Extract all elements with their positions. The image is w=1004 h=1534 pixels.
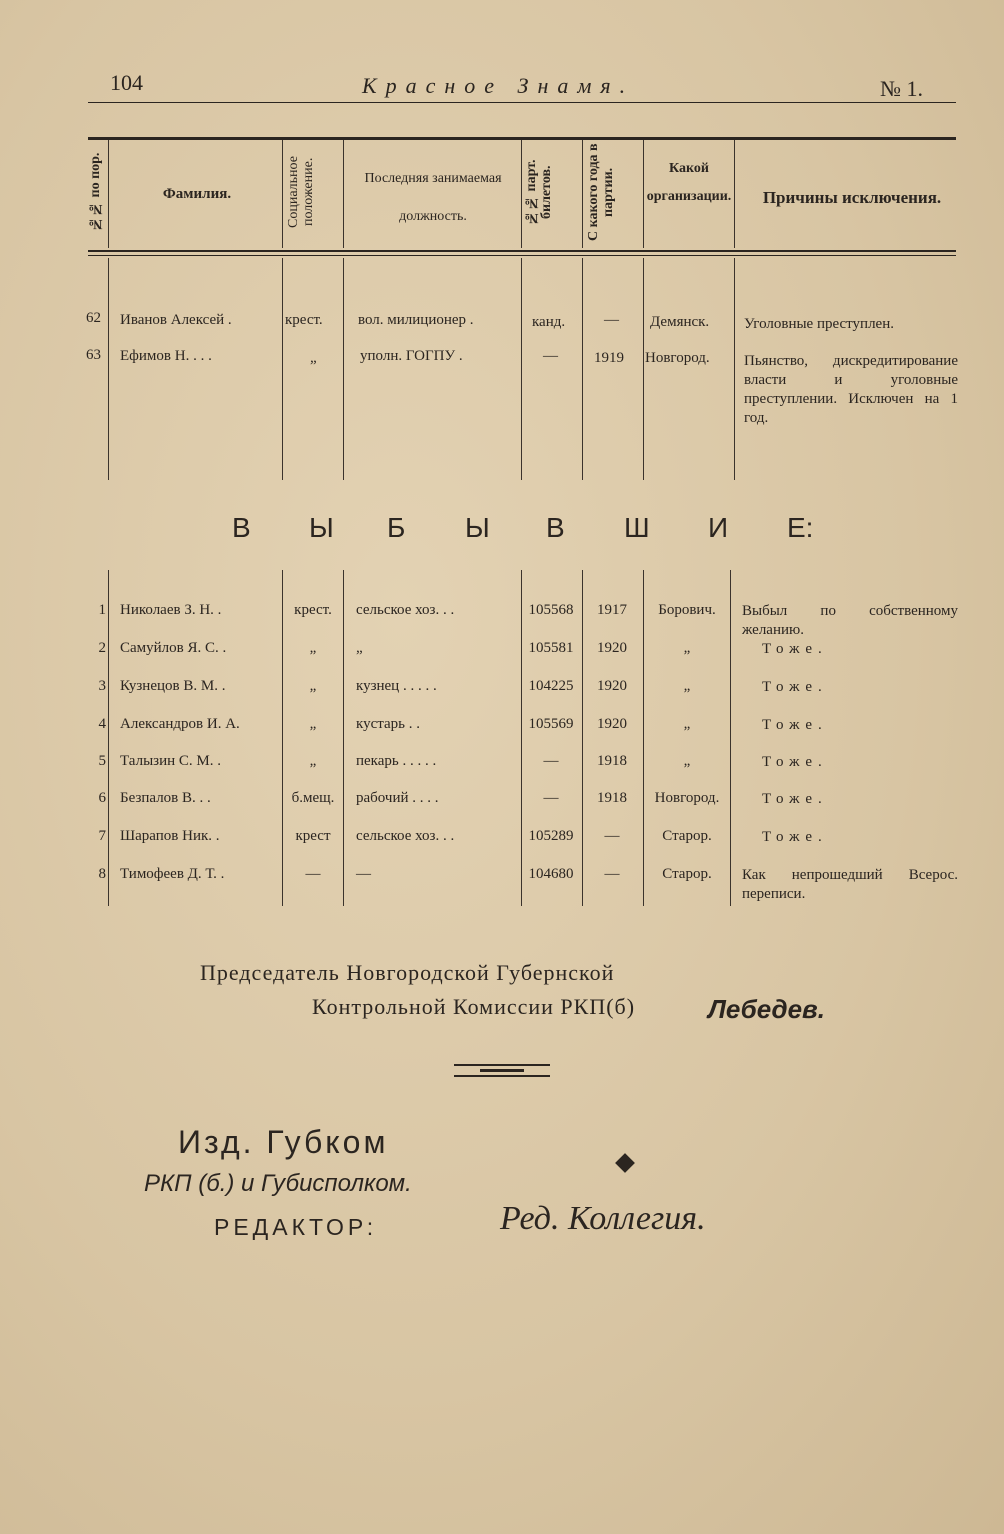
- table-row-62-position: вол. милиционер .: [358, 312, 474, 328]
- col-header-name: Фамилия.: [162, 186, 232, 202]
- table-row-position: „: [356, 640, 363, 656]
- table-row-ticket: 105581: [528, 640, 574, 656]
- table-row-org: „: [683, 753, 691, 769]
- table-row-63-org: Новгород.: [645, 350, 710, 366]
- table-row-org: Старор.: [662, 828, 712, 844]
- table-row-ticket: 104225: [528, 678, 574, 694]
- hdr-sep-5: [582, 140, 583, 248]
- table-row-reason: Тоже.: [762, 717, 828, 733]
- table-row-position: кузнец . . . . .: [356, 678, 437, 694]
- hdr-sep-2: [282, 140, 283, 248]
- table-row-year: 1920: [597, 678, 627, 694]
- table-row-62-social: крест.: [285, 312, 323, 328]
- table-row-social: —: [305, 866, 321, 882]
- table-row-63-position: уполн. ГОГПУ .: [360, 348, 463, 364]
- table-row-ticket: 104680: [528, 866, 574, 882]
- table-row-ticket: 105568: [528, 602, 574, 618]
- table-row-position: рабочий . . . .: [356, 790, 439, 806]
- body-sep-5: [582, 258, 583, 480]
- table-row-63-ticket: —: [543, 348, 558, 364]
- table-row-year: —: [604, 828, 620, 844]
- divider-rule-middle: [480, 1069, 524, 1072]
- table-row-reason: Выбыл по собственному желанию.: [742, 603, 958, 638]
- divider-rule-bottom: [454, 1075, 550, 1077]
- table-row-name: Николаев З. Н. .: [120, 602, 222, 618]
- table-row-62-org: Демянск.: [650, 314, 710, 330]
- table-row-num: 2: [98, 640, 106, 656]
- table-row-num: 5: [98, 753, 106, 769]
- section-letter: Б: [387, 512, 406, 543]
- section-letter: В: [232, 512, 251, 543]
- table-row-position: сельское хоз. . .: [356, 602, 455, 618]
- hdr-sep-6: [643, 140, 644, 248]
- hdr-sep-7: [734, 140, 735, 248]
- table-row-name: Безпалов В. . .: [120, 790, 211, 806]
- header-bottom-rule-1: [88, 250, 956, 252]
- dep-sep-1: [108, 570, 109, 906]
- table-row-62-ticket: канд.: [532, 314, 566, 330]
- table-row-position: кустарь . .: [356, 716, 420, 732]
- body-sep-3: [343, 258, 344, 480]
- table-row-62-name: Иванов Алексей .: [120, 312, 232, 328]
- table-row-year: 1917: [597, 602, 627, 618]
- page-number: 104: [110, 70, 143, 95]
- col-header-year: С какого года в партии.: [586, 143, 616, 241]
- signature-line-2: Контрольной Комиссии РКП(б): [312, 994, 636, 1019]
- table-row-reason: Тоже.: [762, 754, 828, 770]
- table-row-name: Самуйлов Я. С. .: [120, 640, 227, 656]
- table-row-63-num: 63: [86, 347, 101, 363]
- dep-sep-7: [730, 570, 731, 906]
- col-header-ticket: №№ парт. билетов.: [524, 159, 554, 225]
- table-row-social: крест.: [294, 602, 332, 618]
- table-row-num: 7: [98, 828, 106, 844]
- table-row-reason: Тоже.: [762, 641, 828, 657]
- editor-label: РЕДАКТОР:: [214, 1214, 378, 1240]
- issue-number: № 1.: [880, 76, 923, 101]
- table-row-year: 1918: [597, 790, 627, 806]
- dep-sep-4: [521, 570, 522, 906]
- hdr-sep-3: [343, 140, 344, 248]
- section-letter: Ы: [309, 512, 334, 543]
- body-sep-6: [643, 258, 644, 480]
- section-letter: И: [708, 512, 729, 543]
- table-row-ticket: —: [543, 790, 559, 806]
- table-row-reason: Тоже.: [762, 791, 828, 807]
- newspaper-title: Красное Знамя.: [362, 73, 635, 98]
- signature-line-1: Председатель Новгородской Губернской: [200, 960, 615, 985]
- table-top-rule: [88, 137, 956, 140]
- table-row-ticket: —: [543, 753, 559, 769]
- table-row-org: „: [683, 716, 691, 732]
- col-header-number: №№ по пор.: [88, 152, 103, 232]
- table-row-62-year: —: [604, 312, 619, 328]
- table-row-year: 1918: [597, 753, 627, 769]
- dep-sep-6: [643, 570, 644, 906]
- table-row-name: Шарапов Ник. .: [120, 828, 220, 844]
- editor-value: Ред. Коллегия.: [500, 1200, 706, 1237]
- table-row-org: „: [683, 640, 691, 656]
- table-row-org: Старор.: [662, 866, 712, 882]
- table-row-63-year: 1919: [594, 350, 624, 366]
- col-header-reason: Причины исключения.: [762, 188, 942, 207]
- signature-name: Лебедев.: [708, 994, 825, 1024]
- section-letter: Ш: [624, 512, 650, 543]
- table-row-62-reason: Уголовные преступлен.: [744, 316, 894, 332]
- table-row-reason: Тоже.: [762, 829, 828, 845]
- table-row-org: Новгород.: [654, 790, 720, 806]
- table-row-num: 1: [98, 602, 106, 618]
- table-row-ticket: 105289: [528, 828, 574, 844]
- table-row-year: 1920: [597, 716, 627, 732]
- table-row-social: крест: [295, 828, 331, 844]
- table-row-num: 3: [98, 678, 106, 694]
- section-letter: Е:: [787, 512, 814, 543]
- col-header-org: Какой организации.: [646, 161, 732, 204]
- table-row-name: Кузнецов В. М. .: [120, 678, 226, 694]
- table-row-reason: Тоже.: [762, 679, 828, 695]
- table-row-year: 1920: [597, 640, 627, 656]
- table-row-social: „: [309, 640, 317, 656]
- table-row-social: „: [309, 753, 317, 769]
- table-row-ticket: 105569: [528, 716, 574, 732]
- table-row-social: „: [309, 678, 317, 694]
- section-letter: В: [546, 512, 565, 543]
- dep-sep-5: [582, 570, 583, 906]
- table-row-63-social: „: [310, 350, 317, 366]
- table-row-org: Борович.: [658, 602, 716, 618]
- table-row-num: 6: [98, 790, 106, 806]
- body-sep-2: [282, 258, 283, 480]
- dep-sep-3: [343, 570, 344, 906]
- header-bottom-rule-2: [88, 255, 956, 256]
- section-letter: Ы: [465, 512, 490, 543]
- publisher-line-2: РКП (б.) и Губисполком.: [144, 1170, 412, 1197]
- table-row-name: Тимофеев Д. Т. .: [120, 866, 225, 882]
- body-sep-7: [734, 258, 735, 480]
- table-row-social: „: [309, 716, 317, 732]
- header-rule: [88, 102, 956, 103]
- body-sep-4: [521, 258, 522, 480]
- fleuron-icon: [615, 1153, 635, 1173]
- table-row-num: 8: [98, 866, 106, 882]
- col-header-position: Последняя занимаемая должность.: [364, 171, 502, 224]
- divider-rule-top: [454, 1064, 550, 1066]
- table-row-year: —: [604, 866, 620, 882]
- table-row-reason: Как непрошедший Всерос. переписи.: [742, 867, 958, 902]
- table-row-position: —: [356, 866, 371, 882]
- hdr-sep-4: [521, 140, 522, 248]
- dep-sep-2: [282, 570, 283, 906]
- col-header-social: Социальное положение.: [286, 156, 316, 228]
- table-row-name: Александров И. А.: [120, 716, 240, 732]
- table-row-social: б.мещ.: [291, 790, 335, 806]
- publisher-line-1: Изд. Губком: [178, 1124, 389, 1160]
- body-sep-1: [108, 258, 109, 480]
- table-row-num: 4: [98, 716, 106, 732]
- table-row-org: „: [683, 678, 691, 694]
- hdr-sep-1: [108, 140, 109, 248]
- table-row-62-num: 62: [86, 310, 101, 326]
- table-row-63-reason: Пьянство, дискредитирование власти и уголовные преступлении. Исключен на 1 год.: [744, 353, 958, 426]
- table-row-63-name: Ефимов Н. . . .: [120, 348, 212, 364]
- table-row-position: сельское хоз. . .: [356, 828, 455, 844]
- table-row-name: Талызин С. М. .: [120, 753, 221, 769]
- table-row-position: пекарь . . . . .: [356, 753, 437, 769]
